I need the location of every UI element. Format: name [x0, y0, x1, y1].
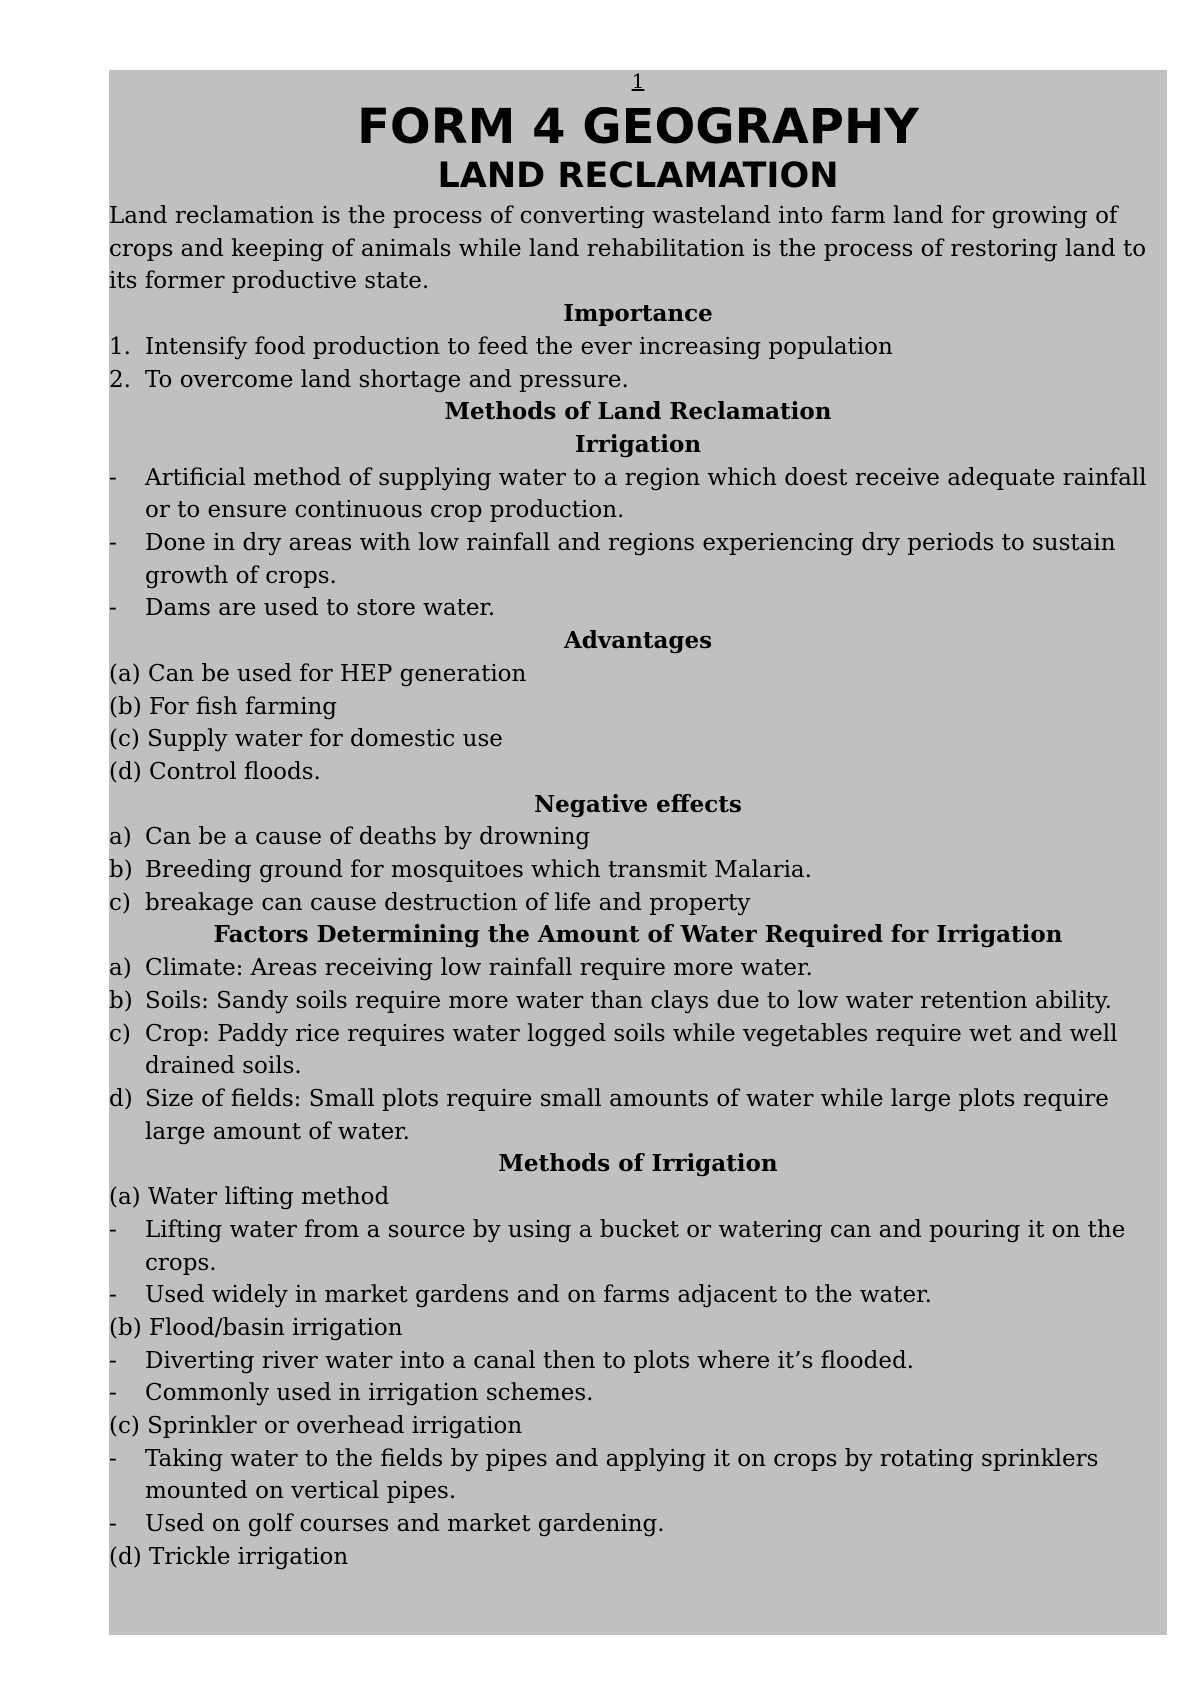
- list-item-text: breakage can cause destruction of life and property: [145, 889, 751, 916]
- list-item: [109, 331, 1167, 364]
- list-item-text: To overcome land shortage and pressure.: [145, 366, 629, 393]
- list-marker: -: [109, 1511, 117, 1538]
- list-item-text: Intensify food production to feed the ever increasing population: [145, 333, 893, 360]
- method-label: (d) Trickle irrigation: [109, 1543, 349, 1570]
- list-item: [109, 985, 1167, 1018]
- advantage-item: (c) Supply water for domestic use: [109, 726, 503, 753]
- advantages-heading: Advantages: [563, 627, 713, 655]
- list-item-text: Taking water to the fields by pipes and applying it on crops by rotating sprinklers mounted on vertical pipes.: [145, 1445, 1099, 1505]
- document-title: FORM 4 GEOGRAPHY: [357, 99, 919, 155]
- list-item: [109, 1508, 1167, 1541]
- list-marker: -: [109, 530, 117, 557]
- list-item: [109, 1214, 1167, 1279]
- list-item: [109, 364, 1167, 397]
- advantage-item: (a) Can be used for HEP generation: [109, 660, 527, 687]
- importance-heading: Importance: [563, 300, 713, 328]
- list-item: [109, 952, 1167, 985]
- list-item: [109, 462, 1167, 527]
- list-item-text: Crop: Paddy rice requires water logged soils while vegetables require wet and well drained soils.: [145, 1020, 1118, 1080]
- list-marker: 2.: [109, 366, 131, 393]
- document-subtitle: LAND RECLAMATION: [437, 156, 839, 196]
- list-marker: a): [109, 824, 132, 851]
- list-marker: -: [109, 1347, 117, 1374]
- list-item: [109, 821, 1167, 854]
- list-item: [109, 1279, 1167, 1312]
- method-label: (a) Water lifting method: [109, 1184, 390, 1211]
- list-item: [109, 1443, 1167, 1508]
- advantage-item: (b) For fish farming: [109, 693, 338, 720]
- list-item: [109, 854, 1167, 887]
- list-item-text: Used widely in market gardens and on farms adjacent to the water.: [145, 1282, 932, 1309]
- list-item: [109, 527, 1167, 592]
- list-item-text: Dams are used to store water.: [145, 595, 496, 622]
- list-item: [109, 1083, 1167, 1148]
- list-item: [109, 1018, 1167, 1083]
- list-item-text: Used on golf courses and market gardening.: [145, 1511, 665, 1538]
- list-item-text: Size of fields: Small plots require small amounts of water while large plots require large amount of water.: [145, 1085, 1109, 1145]
- methods-heading: Methods of Land Reclamation: [444, 398, 832, 426]
- list-item-text: Lifting water from a source by using a bucket or watering can and pouring it on the crops.: [145, 1216, 1126, 1276]
- list-item-text: Breeding ground for mosquitoes which transmit Malaria.: [145, 857, 812, 884]
- negative-effects-heading: Negative effects: [534, 790, 742, 818]
- list-marker: -: [109, 464, 117, 491]
- list-marker: -: [109, 1380, 117, 1407]
- list-marker: -: [109, 1445, 117, 1472]
- list-item: [109, 887, 1167, 920]
- list-marker: -: [109, 1216, 117, 1243]
- list-item-text: Diverting river water into a canal then to plots where it’s flooded.: [145, 1347, 914, 1374]
- irrigation-methods-heading: Methods of Irrigation: [498, 1150, 778, 1178]
- list-marker: -: [109, 595, 117, 622]
- list-item-text: Soils: Sandy soils require more water than clays due to low water retention ability.: [145, 987, 1112, 1014]
- list-marker: 1.: [109, 333, 131, 360]
- list-marker: b): [109, 987, 133, 1014]
- list-item-text: Can be a cause of deaths by drowning: [145, 824, 591, 851]
- list-item-text: Done in dry areas with low rainfall and regions experiencing dry periods to sustain growth of crops.: [145, 530, 1116, 589]
- list-item-text: Climate: Areas receiving low rainfall require more water.: [145, 955, 813, 982]
- page-number: 1: [631, 69, 645, 93]
- list-item: [109, 592, 1167, 625]
- advantage-item: (d) Control floods.: [109, 758, 321, 785]
- list-item-text: Commonly used in irrigation schemes.: [145, 1380, 594, 1407]
- list-marker: d): [109, 1085, 133, 1112]
- list-item: [109, 1377, 1167, 1410]
- list-marker: a): [109, 955, 132, 982]
- list-item: [109, 1345, 1167, 1378]
- irrigation-heading: Irrigation: [574, 430, 702, 458]
- list-marker: b): [109, 857, 133, 884]
- document-body: [109, 70, 1167, 1574]
- list-marker: c): [109, 889, 131, 916]
- list-marker: -: [109, 1282, 117, 1309]
- factors-heading: Factors Determining the Amount of Water Required for Irrigation: [213, 921, 1063, 949]
- intro-paragraph: Land reclamation is the process of converting wasteland into farm land for growing of crops and keeping of animals while land rehabilitation is the process of restoring land to its former productive state.: [109, 203, 1147, 295]
- method-label: (b) Flood/basin irrigation: [109, 1314, 403, 1341]
- list-item-text: Artificial method of supplying water to a region which doest receive adequate rainfall or to ensure continuous crop production.: [145, 464, 1147, 524]
- list-marker: c): [109, 1020, 131, 1047]
- method-label: (c) Sprinkler or overhead irrigation: [109, 1413, 523, 1440]
